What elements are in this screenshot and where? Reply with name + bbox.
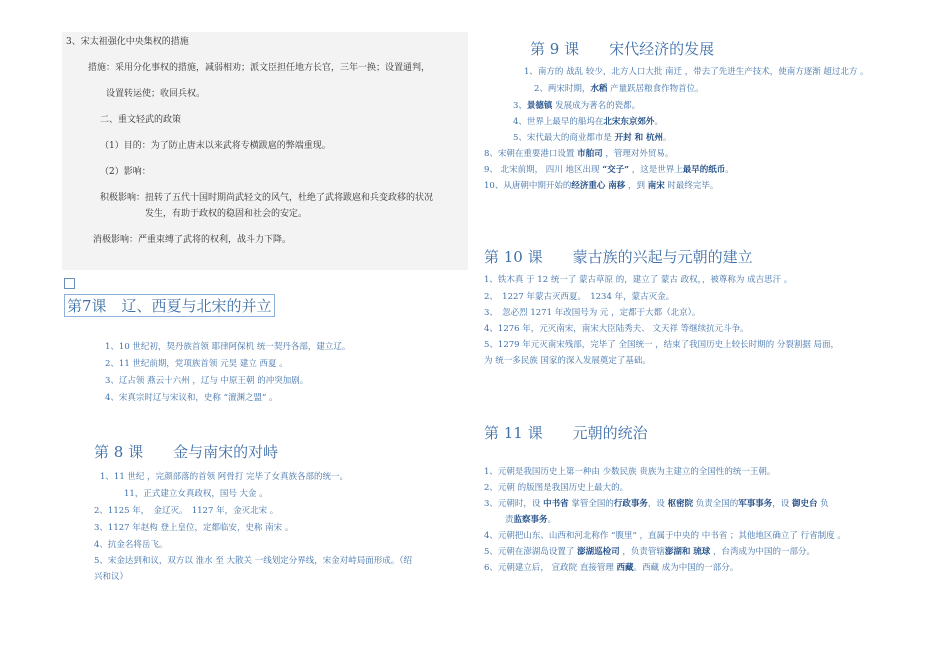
lesson10-title: 第 10 课 蒙古族的兴起与元朝的建立 <box>484 248 753 266</box>
policy-heading: 二、重文轻武的政策 <box>100 115 182 125</box>
positive-impact-line-2: 发生，有助于政权的稳固和社会的安定。 <box>145 209 308 219</box>
lesson7-item-2: 2、11 世纪前期，党项族首领 元昊 建立 西夏 。 <box>105 359 288 369</box>
lesson11-item-3b: 责监察事务。 <box>505 515 557 525</box>
measures-line-1: 措施：采用分化事权的措施，减弱相劝；派文臣担任地方长官，三年一换；设置通判， <box>88 63 431 73</box>
lesson10-item-4: 4、1276 年，元灭南宋，南宋大臣陆秀夫、 文天祥 等继续抗元斗争。 <box>484 324 749 334</box>
lesson11-item-1: 1、元朝是我国历史上第一种由 少数民族 贵族为主建立的全国性的统一王朝。 <box>484 467 776 477</box>
lesson9-item-1: 1、南方的 战乱 较少，北方人口大批 南迁 ，带去了先进生产技术，使南方逐渐 超过北方 。 <box>524 67 869 77</box>
lesson9-item-8: 8、宋朝在重要港口设置 市舶司 ，管理对外贸易。 <box>484 149 674 159</box>
lesson11-item-5: 5、元朝在澎湖岛设置了 澎湖巡检司 ，负责管辖澎湖和 琉球 ，台湾成为中国的一部分。 <box>484 547 816 557</box>
lesson7-title: 第7课 辽、西夏与北宋的并立 <box>64 294 275 317</box>
lesson11-item-2: 2、元朝 的版图是我国历史上最大的。 <box>484 483 629 493</box>
lesson10-item-1: 1、铁木真 于 12 统一了 蒙古草原 的，建立了 蒙古 政权，，被尊称为 成吉思汗 。 <box>484 275 793 285</box>
lesson11-item-6: 6、元朝建立后， 宣政院 直接管理 西藏。西藏 成为中国的一部分。 <box>484 563 739 573</box>
lesson7-item-3: 3、辽占领 燕云十六州 ，辽与 中原王朝 的冲突加剧。 <box>105 376 309 386</box>
lesson8-item-1: 1、11 世纪 ，完颜部落的首领 阿骨打 完毕了女真族各部的统一。 <box>100 472 349 482</box>
lesson9-item-4: 4、世界上最早的船坞在北宋东京郊外。 <box>513 117 663 127</box>
lesson8-item-2: 2、1125 年， 金辽灭。 1127 年，金灭北宋 。 <box>94 506 279 516</box>
lesson9-item-5: 5、宋代最大的商业都市是 开封 和 杭州。 <box>513 133 672 143</box>
lesson7-item-4: 4、宋真宗时辽与宋议和，史称 “澶渊之盟” 。 <box>105 393 278 403</box>
lesson10-item-3: 3、 忽必烈 1271 年改国号为 元 ，定都于大都（北京）。 <box>484 308 701 318</box>
positive-impact-line-1: 积极影响：扭转了五代十国时期尚武轻文的风气，杜绝了武将跋扈和兵变政移的状况 <box>100 193 434 203</box>
lesson11-title: 第 11 课 元朝的统治 <box>484 424 648 442</box>
lesson9-item-2: 2、两宋时期，水稻 产量跃居粮食作物首位。 <box>534 84 704 94</box>
lesson11-item-4: 4、元朝把山东、山西和河北称作 “腹里” ，直属于中央的 中书省 ；其他地区确立了 行省制度 。 <box>484 531 846 541</box>
lesson8-item-3: 3、1127 年赵构 登上皇位，定都临安，史称 南宋 。 <box>94 523 294 533</box>
lesson9-item-3: 3、景德镇 发展成为著名的瓷都。 <box>513 101 641 111</box>
checkbox-marker <box>64 278 75 289</box>
lesson10-item-5: 5、1279 年元灭南宋残部，完毕了 全国统一 ，结束了我国历史上较长时期的 分裂割据 局面， <box>484 340 840 350</box>
lesson8-item-1b: 11，正式建立女真政权，国号 大金 。 <box>124 489 268 499</box>
negative-impact-line: 消极影响：严重束缚了武将的权利，战斗力下降。 <box>93 235 292 245</box>
lesson11-item-3: 3、元朝时，设 中书省 掌管全国的行政事务，设 枢密院 负责全国的军事事务，设 御史台 负 <box>484 499 829 509</box>
lesson8-item-5: 5、宋金达到和议，双方以 淮水 至 大散关 一线划定分界线，宋金对峙局面形成。（绍 <box>94 556 412 566</box>
lesson7-item-1: 1、10 世纪初，契丹族首领 耶律阿保机 统一契丹各部，建立辽。 <box>105 342 351 352</box>
lesson8-item-4: 4、抗金名将岳飞。 <box>94 540 168 550</box>
lesson8-item-5b: 兴和议） <box>94 572 129 582</box>
measures-heading: 3、宋太祖强化中央集权的措施 <box>66 37 189 47</box>
lesson9-item-9: 9、 北宋前期， 四川 地区出现 “交子” ，这是世界上最早的纸币。 <box>484 165 734 175</box>
measures-line-2: 设置转运使；收回兵权。 <box>106 89 206 99</box>
lesson10-item-5b: 为 统一多民族 国家的深入发展奠定了基础。 <box>484 356 651 366</box>
lesson8-title: 第 8 课 金与南宋的对峙 <box>94 443 279 461</box>
lesson9-title: 第 9 课 宋代经济的发展 <box>530 40 715 58</box>
impact-line: （2）影响： <box>100 167 151 177</box>
lesson10-item-2: 2、 1227 年蒙古灭西夏。 1234 年，蒙古灭金。 <box>484 292 675 302</box>
lesson9-item-10: 10、从唐朝中期开始的经济重心 南移 ，到 南宋 时最终完毕。 <box>484 181 719 191</box>
purpose-line: （1）目的：为了防止唐末以来武将专横跋扈的弊端重现。 <box>100 141 331 151</box>
